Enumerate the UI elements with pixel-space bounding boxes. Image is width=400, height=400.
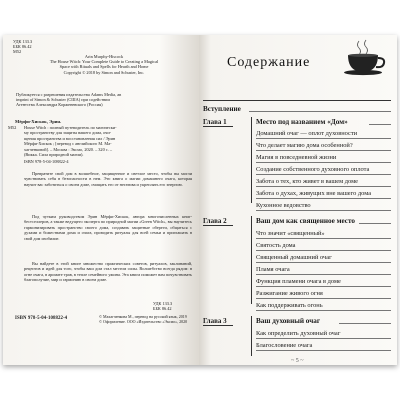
toc-item[interactable]: Что значит «священный» <box>199 230 397 240</box>
russian-credit: Публикуется с разрешения издательства Adams Media, an imprint of Simon & Schuster (США) при содействии Агентства Александра Корженевского (Россия) <box>16 92 122 108</box>
page-title: Содержание <box>227 55 311 70</box>
toc-chapter-2[interactable]: Ваш дом как священное место <box>199 217 397 227</box>
toc-item[interactable]: Что делает магию дома особенной? <box>199 142 397 152</box>
bibliographic-description: House Witch : полный путеводитель по магически- му пространству для защиты вашего дома, очи- щения пространства и восстановления сил / Эрин Мёрфи-Хискок ; [перевод с английского М. Ма- хагченковой]. – Москва : Эксмо, 2020. – 320 с. – (Викка. Сила природной магии). <box>24 125 117 158</box>
toc-chapter-1[interactable]: Место под названием «Дом» <box>199 118 397 128</box>
toc-item[interactable]: Священный домашний очаг <box>199 254 397 264</box>
udk-codes: УДК 133.3 ББК 86.42 М52 <box>13 39 33 54</box>
toc-item[interactable]: Магия в повседневной жизни <box>199 154 397 164</box>
toc-item[interactable]: Забота о духах, живущих вне вашего дома <box>199 190 397 200</box>
toc-item[interactable]: Домашний очаг — оплот духовности <box>199 130 397 140</box>
isbn-mid: ISBN 978-5-04-108822-4 <box>24 159 69 164</box>
udk-bottom: УДК 133.3 ББК 86.42 <box>153 301 173 311</box>
toc-item[interactable]: Создание собственного духовного оплота <box>199 166 397 176</box>
toc-item[interactable]: Пламя очага <box>199 266 397 276</box>
isbn-bottom: ISBN 978-5-04-108822-4 <box>15 316 68 321</box>
toc-item[interactable]: Функция пламени очага в доме <box>199 278 397 288</box>
imprint-page <box>3 35 199 365</box>
annotation-paragraph-1: Превратите свой дом в волшебное, защищенное и светлое место, чтобы вы могли чувствовать себя в безопасности в нем. Это книга о магии домашнего очага, которая научит вас заботиться о своем доме, очищать его от негатива и укреплять его энергию. <box>24 171 192 187</box>
toc-item[interactable]: Святость дома <box>199 242 397 252</box>
open-book <box>3 35 397 365</box>
annotation-paragraph-2: Под чутким руководством Эрин Мёрфи-Хискок, автора многочисленных книг-бестселлеров, а также ведущего эксперта по природной магии «Green Witch», вы научитесь гармонизировать пространство своего дома, создавать защитные обереги, общаться с духами и божествами дома и очага, проводить ритуалы для всей семьи и приглашать в свой дом изобилие. <box>24 214 192 241</box>
toc-item[interactable]: Благословение очага <box>199 342 397 352</box>
chapter-label: Глава 3 <box>203 317 227 325</box>
teacup-icon <box>337 37 389 77</box>
contents-rule <box>203 100 391 101</box>
annotation-paragraph-3: Вы найдете в этой книге множество практических советов, ритуалов, заклинаний, рецептов и идей для того, чтобы ваш дом стал местом силы. Волшебство всегда рядом: в огне очага, в аромате трав, в тепле семейного ужина. Эта книга поможет вам почувствовать благополучие, мир и гармонию в своем доме. <box>24 261 192 283</box>
chapter-label: Глава 2 <box>203 217 227 225</box>
toc-item[interactable]: Как поддерживать огонь <box>199 302 397 312</box>
page-number: ~ 5 ~ <box>291 358 304 364</box>
contents-page <box>199 35 397 365</box>
toc-item[interactable]: Как определить духовный очаг <box>199 330 397 340</box>
toc-item[interactable]: Разжигание живого огня <box>199 290 397 300</box>
copyright-notice: © Махагченкова М., перевод на русский язык, 2019 © Оформление. ООО «Издательство «Эксмо», 2020 <box>99 314 188 325</box>
english-credit: Arin Murphy-Hiscock The House Witch: Your Complete Guide to Creating a Magical Space with Rituals and Spells for Hearth and Home Copyright © 2018 by Simon and Schuster, Inc. <box>49 54 159 75</box>
toc-chapter-3[interactable]: Ваш духовный очаг <box>199 317 397 327</box>
author-line: Мёрфи-Хискок, Эрин. <box>15 119 62 124</box>
toc-item[interactable]: Забота о тех, кто живет в вашем доме <box>199 178 397 188</box>
toc-intro[interactable]: Вступление <box>199 105 397 115</box>
chapter-label: Глава 1 <box>203 118 227 126</box>
toc-item[interactable]: Кухонное ведовство <box>199 202 397 212</box>
m-code: М52 <box>8 125 17 130</box>
